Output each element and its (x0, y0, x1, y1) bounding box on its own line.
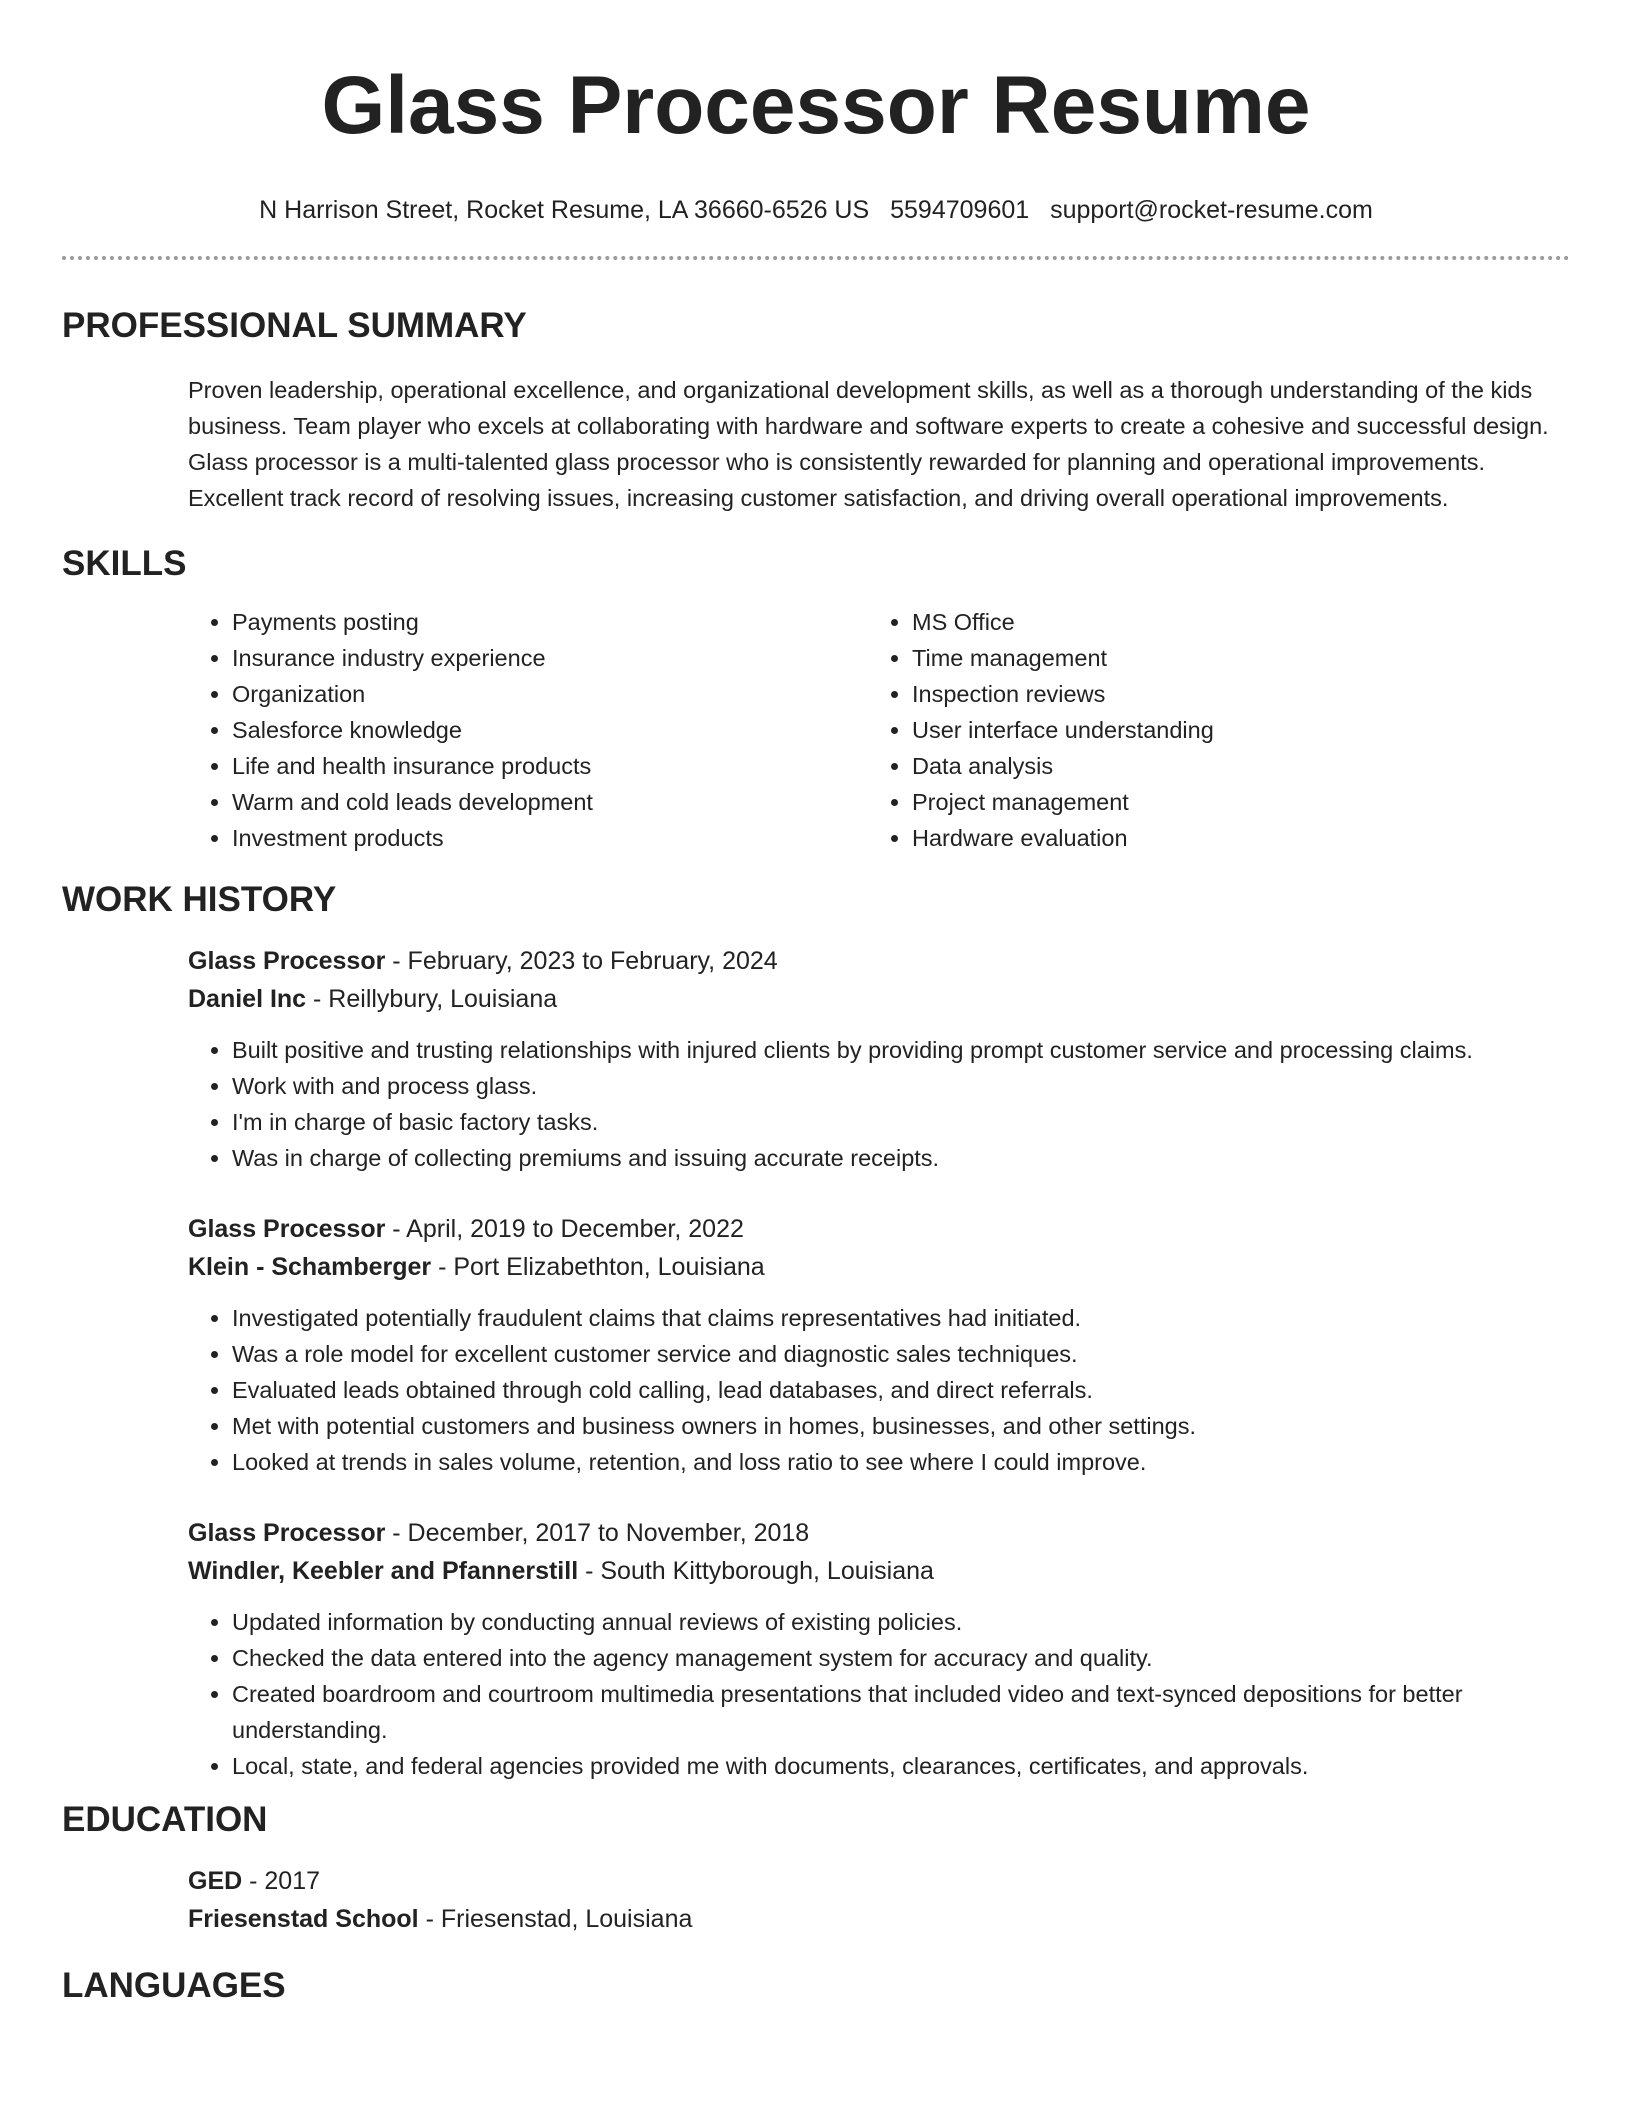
job-bullet: • Built positive and trusting relationships with injured clients by providing prompt customer service and processing claims. (232, 1032, 1570, 1068)
job-dates: - April, 2019 to December, 2022 (385, 1215, 744, 1243)
job-company-line (188, 1552, 1570, 1590)
job-title-line (188, 1210, 1570, 1248)
job-entry (188, 1514, 1570, 1784)
skills-heading: SKILLS (62, 544, 187, 583)
job-bullets (188, 1300, 1570, 1480)
languages-heading: LANGUAGES (62, 1966, 286, 2005)
job-bullet: • Was a role model for excellent customer service and diagnostic sales techniques. (232, 1336, 1570, 1372)
skill-item: • Investment products (232, 820, 868, 856)
education-heading: EDUCATION (62, 1800, 268, 1839)
skill-item: • Warm and cold leads development (232, 784, 868, 820)
education-year: - 2017 (242, 1867, 321, 1895)
job-bullets (188, 1032, 1570, 1176)
job-dates: - December, 2017 to November, 2018 (385, 1519, 810, 1547)
job-bullet: • Created boardroom and courtroom multimedia presentations that included video and text-synced depositions for better understanding. (232, 1676, 1570, 1748)
skill-item: • MS Office (912, 604, 1548, 640)
skill-item: • Life and health insurance products (232, 748, 868, 784)
contact-address: N Harrison Street, Rocket Resume, LA 36660-6526 US (259, 196, 870, 224)
job-bullets (188, 1604, 1570, 1784)
skill-item: • Insurance industry experience (232, 640, 868, 676)
job-company: Klein - Schamberger (188, 1253, 432, 1281)
job-bullet: • Was in charge of collecting premiums and issuing accurate receipts. (232, 1140, 1570, 1176)
contact-line (62, 194, 1570, 226)
skill-item: • Project management (912, 784, 1548, 820)
education-degree: GED (188, 1867, 243, 1895)
job-location: - Port Elizabethton, Louisiana (431, 1253, 765, 1281)
resume-title: Glass Processor Resume (321, 60, 1311, 151)
skill-item: • Salesforce knowledge (232, 712, 868, 748)
contact-email: support@rocket-resume.com (1050, 196, 1373, 224)
skill-item: • Hardware evaluation (912, 820, 1548, 856)
job-entry (188, 942, 1570, 1176)
skills-list (188, 604, 1570, 856)
job-entry (188, 1210, 1570, 1480)
education-location: - Friesenstad, Louisiana (418, 1905, 693, 1933)
job-bullet: • Updated information by conducting annual reviews of existing policies. (232, 1604, 1570, 1640)
skill-item: • Payments posting (232, 604, 868, 640)
skill-item: • Time management (912, 640, 1548, 676)
job-company: Windler, Keebler and Pfannerstill (188, 1557, 579, 1585)
job-bullet: • Looked at trends in sales volume, retention, and loss ratio to see where I could improve. (232, 1444, 1570, 1480)
summary-heading: PROFESSIONAL SUMMARY (62, 306, 527, 345)
education-school-line (188, 1900, 1570, 1938)
job-bullet: • Checked the data entered into the agency management system for accuracy and quality. (232, 1640, 1570, 1676)
job-dates: - February, 2023 to February, 2024 (385, 947, 778, 975)
job-title-line (188, 1514, 1570, 1552)
skill-item: • Inspection reviews (912, 676, 1548, 712)
job-company: Daniel Inc (188, 985, 307, 1013)
job-location: - South Kittyborough, Louisiana (578, 1557, 934, 1585)
skills-column-right (868, 604, 1548, 856)
job-bullet: • Met with potential customers and business owners in homes, businesses, and other settings. (232, 1408, 1570, 1444)
education-school: Friesenstad School (188, 1905, 419, 1933)
job-title-line (188, 942, 1570, 980)
job-title: Glass Processor (188, 947, 386, 975)
job-company-line (188, 980, 1570, 1018)
work-history-list (188, 942, 1570, 1784)
job-bullet: • Evaluated leads obtained through cold calling, lead databases, and direct referrals. (232, 1372, 1570, 1408)
skill-item: • User interface understanding (912, 712, 1548, 748)
header-divider (62, 256, 1570, 260)
job-title: Glass Processor (188, 1215, 386, 1243)
job-bullet: • Work with and process glass. (232, 1068, 1570, 1104)
skill-item: • Data analysis (912, 748, 1548, 784)
education-entry (188, 1862, 1570, 1938)
job-bullet: • Investigated potentially fraudulent claims that claims representatives had initiated. (232, 1300, 1570, 1336)
summary-text: Proven leadership, operational excellence, and organizational development skills, as well as a thorough understanding of the kids business. Team player who excels at collaborating with hardware and software experts to create a cohesive and successful design. Glass processor is a multi-talented glass processor who is consistently rewarded for planning and operational improvements. Excellent track record of resolving issues, increasing customer satisfaction, and driving overall operational improvements. (188, 377, 1549, 511)
job-bullet: • Local, state, and federal agencies provided me with documents, clearances, certificates, and approvals. (232, 1748, 1570, 1784)
skill-item: • Organization (232, 676, 868, 712)
contact-phone: 5594709601 (890, 196, 1030, 224)
job-title: Glass Processor (188, 1519, 386, 1547)
education-degree-line (188, 1862, 1570, 1900)
job-bullet: • I'm in charge of basic factory tasks. (232, 1104, 1570, 1140)
work-history-heading: WORK HISTORY (62, 880, 337, 919)
job-location: - Reillybury, Louisiana (306, 985, 558, 1013)
skills-column-left (188, 604, 868, 856)
job-company-line (188, 1248, 1570, 1286)
